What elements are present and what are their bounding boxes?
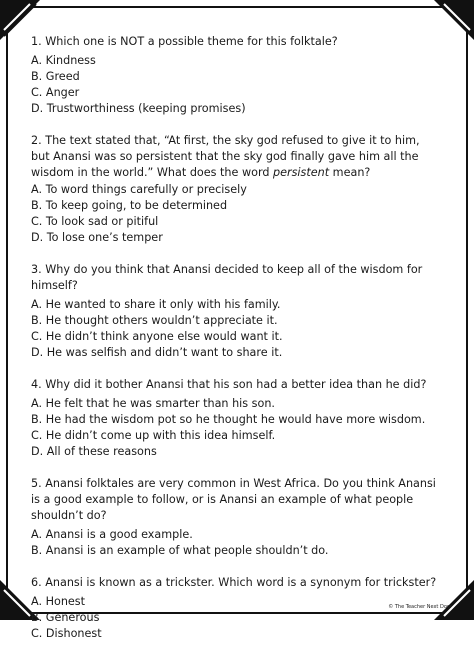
question-text: 4. Why did it bother Anansi that his son had a better idea than he did? bbox=[31, 378, 427, 391]
answer-option[interactable]: A. He felt that he was smarter than his son. bbox=[31, 397, 275, 410]
question-text-part: mean? bbox=[329, 166, 371, 179]
answer-option[interactable]: A. Anansi is a good example. bbox=[31, 528, 193, 541]
question-3 bbox=[31, 262, 441, 361]
question-list bbox=[31, 34, 441, 658]
credit-text: © The Teacher Next Door bbox=[388, 604, 452, 610]
answer-option[interactable]: C. Dishonest bbox=[31, 627, 102, 640]
question-5 bbox=[31, 476, 441, 559]
answer-option[interactable]: C. Anger bbox=[31, 86, 80, 99]
answer-option[interactable]: A. He wanted to share it only with his family. bbox=[31, 298, 281, 311]
question-text: 6. Anansi is known as a trickster. Which word is a synonym for trickster? bbox=[31, 576, 437, 589]
answer-option[interactable]: C. He didn’t come up with this idea himself. bbox=[31, 429, 276, 442]
question-text: 3. Why do you think that Anansi decided to keep all of the wisdom for himself? bbox=[31, 263, 423, 292]
answer-option[interactable]: B. Generous bbox=[31, 611, 100, 624]
question-2 bbox=[31, 133, 441, 246]
question-6 bbox=[31, 575, 441, 642]
answer-option[interactable]: C. He didn’t think anyone else would want it. bbox=[31, 330, 283, 343]
emphasized-word: persistent bbox=[273, 166, 330, 179]
question-1 bbox=[31, 34, 441, 117]
question-4 bbox=[31, 377, 441, 460]
answer-option[interactable]: B. Greed bbox=[31, 70, 80, 83]
answer-option[interactable]: D. To lose one’s temper bbox=[31, 231, 163, 244]
answer-option[interactable]: B. He thought others wouldn’t appreciate it. bbox=[31, 314, 278, 327]
answer-option[interactable]: B. Anansi is an example of what people shouldn’t do. bbox=[31, 544, 329, 557]
answer-option[interactable]: B. To keep going, to be determined bbox=[31, 199, 228, 212]
answer-option[interactable]: D. All of these reasons bbox=[31, 445, 157, 458]
answer-option[interactable]: A. Honest bbox=[31, 595, 86, 608]
answer-option[interactable]: B. He had the wisdom pot so he thought he would have more wisdom. bbox=[31, 413, 426, 426]
answer-option[interactable]: D. He was selfish and didn’t want to share it. bbox=[31, 346, 283, 359]
answer-option[interactable]: A. To word things carefully or precisely bbox=[31, 183, 247, 196]
answer-option[interactable]: D. Trustworthiness (keeping promises) bbox=[31, 102, 246, 115]
answer-option[interactable]: C. To look sad or pitiful bbox=[31, 215, 159, 228]
question-text: 1. Which one is NOT a possible theme for this folktale? bbox=[31, 35, 338, 48]
question-text: 5. Anansi folktales are very common in West Africa. Do you think Anansi is a good example to follow, or is Anansi an example of what people shouldn’t do? bbox=[31, 477, 436, 522]
copyright-credit bbox=[388, 604, 452, 610]
question-text bbox=[31, 133, 441, 181]
question-text-part: 2. The text stated that, “At first, the sky god refused to give it to him, but Anansi was so persistent that the sky god finally gave him all the wisdom in the world.” What does the word bbox=[31, 134, 420, 179]
answer-option[interactable]: A. Kindness bbox=[31, 54, 96, 67]
